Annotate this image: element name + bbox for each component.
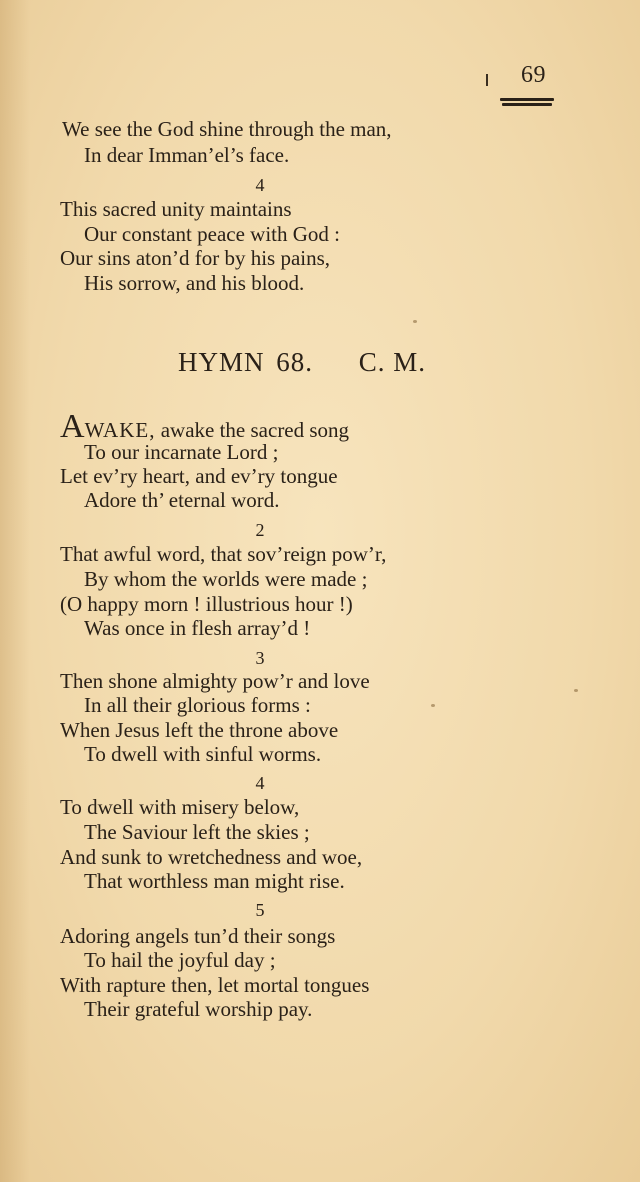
verse-line: The Saviour left the skies ; (84, 820, 310, 844)
verse-line: That worthless man might rise. (84, 869, 345, 893)
verse-line: Our constant peace with God : (84, 222, 341, 246)
verse-line: To dwell with misery below, (60, 795, 300, 819)
verse-line: Let ev’ry heart, and ev’ry tongue (60, 464, 338, 488)
verse-line: In dear Imman’el’s face. (84, 143, 290, 167)
header-rule-ornament (500, 98, 554, 108)
verse-line: To hail the joyful day ; (84, 948, 276, 972)
verse-line: Was once in flesh array’d ! (84, 616, 311, 640)
verse-line: And sunk to wretchedness and woe, (60, 845, 363, 869)
page-gutter-shade (0, 0, 30, 1182)
paper-speck (431, 704, 435, 707)
verse-first-line (60, 408, 350, 445)
hymn-number: 68. (276, 347, 313, 377)
stanza-number: 3 (255, 648, 265, 668)
hymn-meter: C. M. (358, 347, 427, 377)
verse-line: When Jesus left the throne above (60, 718, 339, 742)
verse-line: Adoring angels tun’d their songs (60, 924, 336, 948)
stanza-number: 2 (255, 520, 265, 540)
verse-line: Then shone almighty pow’r and love (60, 669, 370, 693)
hymn-title (0, 346, 604, 378)
stanza-number: 4 (255, 175, 265, 195)
verse-line: In all their glorious forms : (84, 693, 311, 717)
first-line-rest: awake the sacred song (155, 418, 350, 442)
verse-line: By whom the worlds were made ; (84, 567, 368, 591)
paper-speck (574, 689, 578, 692)
printer-mark (486, 74, 488, 86)
hymn-label: HYMN (177, 347, 265, 377)
paper-speck (413, 320, 417, 323)
initial-letter: A (60, 408, 85, 445)
page-number: 69 (521, 62, 546, 88)
verse-line: That awful word, that sov’reign pow’r, (60, 542, 387, 566)
verse-line: With rapture then, let mortal tongues (60, 973, 370, 997)
verse-line: Our sins aton’d for by his pains, (60, 246, 331, 270)
stanza-number: 4 (255, 773, 265, 793)
verse-line: Their grateful worship pay. (84, 997, 313, 1021)
stanza-number: 5 (255, 900, 265, 920)
first-word-caps: WAKE, (84, 418, 156, 442)
verse-line: To dwell with sinful worms. (84, 742, 322, 766)
verse-line: We see the God shine through the man, (62, 117, 392, 141)
verse-line: To our incarnate Lord ; (84, 440, 279, 464)
verse-line: His sorrow, and his blood. (84, 271, 305, 295)
verse-line: Adore th’ eternal word. (84, 488, 280, 512)
verse-line: (O happy morn ! illustrious hour !) (60, 592, 353, 616)
verse-line: This sacred unity maintains (60, 197, 292, 221)
